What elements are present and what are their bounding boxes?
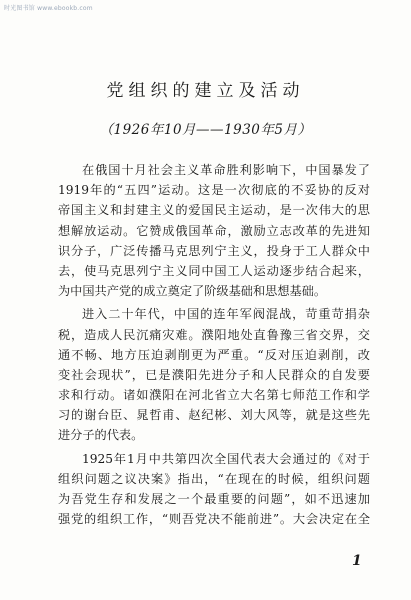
text-line: 去，使马克思列宁主义同中国工人运动逐步结合起来， [58,263,370,278]
text-line: 进分子的代表。 [58,428,144,443]
text-line: 通不畅、地方压迫剥削更为严重。“反对压迫剥削，改 [58,347,370,362]
text-line: 组织问题之议决案》指出，“在现在的时候，组织问题 [58,471,370,486]
text-line: 帝国主义和封建主义的爱国民主运动，是一次伟大的思 [58,203,370,218]
page-number: 1 [352,553,362,569]
text-line: 识分子，广泛传播马克思列宁主义，投身于工人群众中 [58,243,370,258]
text-line: 强党的组织工作，“则吾党决不能前进”。大会决定在全 [58,512,370,527]
text-line: 求和行动。诸如濮阳在河北省立大名第七师范工作和学 [58,388,370,403]
text-line: 变社会现状”，已是濮阳先进分子和人民群众的自发要 [58,367,370,382]
text-line: 为中国共产党的成立奠定了阶级基础和思想基础。 [58,284,327,299]
text-line: 想解放运动。它赞成俄国革命，激励立志改革的先进知 [58,223,370,238]
text-line: 1919年的“五四”运动。这是一次彻底的不妥协的反对 [58,183,370,198]
text-line: 为吾党生存和发展之一个最重要的问题”，如不迅速加 [58,492,370,506]
text-line: 习的谢台臣、晁哲甫、赵纪彬、刘大风等，就是这些先 [58,408,370,423]
chapter-date-range: （1926年10月——1930年5月） [99,122,312,138]
watermark: 时光图书馆 www.ebookb.com [4,5,93,12]
text-line: 在俄国十月社会主义革命胜利影响下，中国暴发了 [82,163,370,177]
text-line: 1925年1月中共第四次全国代表大会通过的《对于 [82,451,370,466]
text-line: 进入二十年代，中国的连年军阀混战，苛重苛捐杂 [82,307,370,322]
body-text [58,160,370,529]
text-line: 税，造成人民沉痛灾难。濮阳地处直鲁豫三省交界，交 [58,327,370,342]
chapter-title: 党组织的建立及活动 [106,81,305,101]
